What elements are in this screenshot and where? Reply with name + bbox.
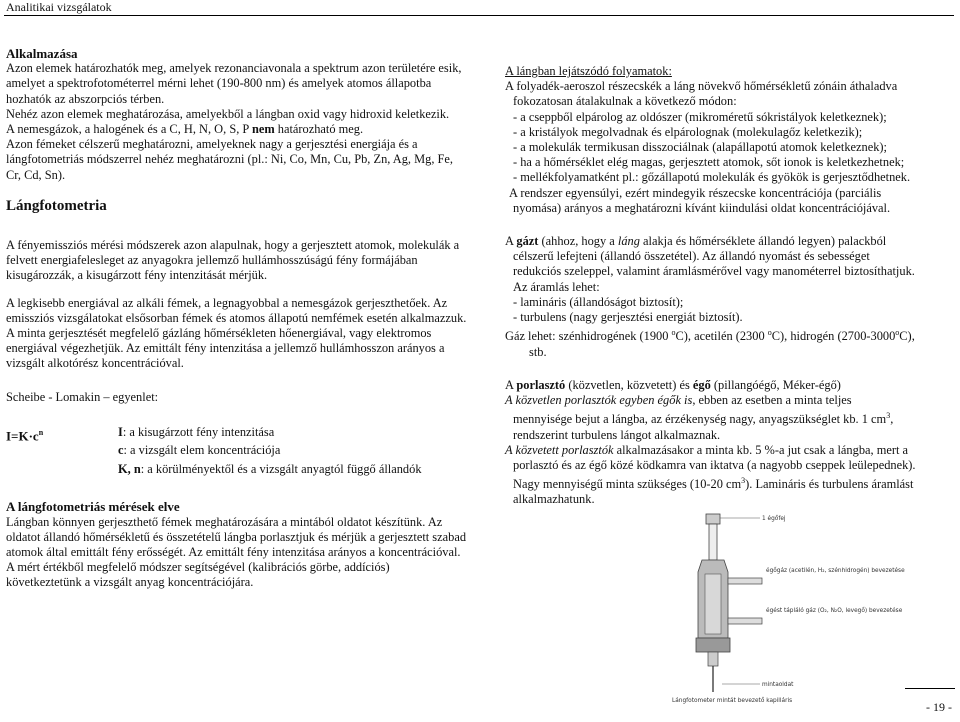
gaz-line7-post: C), [899, 329, 915, 344]
gaz-line1 [505, 234, 955, 249]
burner-inner-shape [705, 574, 721, 634]
def-I-sym: I [118, 424, 123, 439]
label-gas2: égést tápláló gáz (O₂, N₂O, levegő) bevezetése [766, 608, 903, 614]
folyamat-outro1: A rendszer egyensúlyi, ezért mindegyik részecske koncentrációja (parciális [509, 185, 882, 200]
burner-tube-shape [709, 524, 717, 560]
burner-figure [672, 508, 905, 704]
equation-block [6, 425, 468, 478]
porlaszto-line4: rendszerint turbulens lángot alkalmaznak. [513, 427, 721, 442]
folyamat-intro: A folyadék-aeroszol részecskék a láng növekvő hőmérsékletű zónáin áthaladva [505, 79, 898, 94]
folyamat-item-1: - a cseppből elpárolog az oldószer (mikroméretű sókristályok keletkeznek); [513, 109, 887, 124]
gaz-line5: - lamináris (állandóságot biztosít); [513, 294, 684, 309]
def-K-text: : a körülményektől és a vizsgált anyagtól függő állandók [140, 461, 422, 476]
porlaszto-line3 [505, 408, 955, 427]
porl-line2-post: , ebben az esetben a minta teljes [692, 392, 852, 407]
footer-rule [905, 688, 955, 689]
left-column [6, 46, 468, 591]
alkalmazasa-p3 [6, 122, 468, 137]
porlaszto-line1 [505, 378, 955, 393]
gas-inlet-1-shape [728, 578, 762, 584]
gaz-mid2: alakja és hőmérséklete állandó legyen) palackból [639, 234, 887, 249]
gas-inlet-2-shape [728, 618, 762, 624]
page-number: - 19 - [926, 700, 952, 714]
porl-pre: A [505, 377, 517, 392]
folyamat-item-3: - a molekulák termikusan disszociálnak (alapállapotú atomok keletkeznek); [513, 140, 887, 155]
porl-line7-sup: 3 [741, 476, 746, 486]
label-sample: mintaoldat [762, 682, 794, 688]
header-rule [4, 15, 954, 16]
porl-bold1: porlasztó [516, 377, 566, 392]
porl-line7-post: ). Lamináris és turbulens áramlást [745, 477, 914, 492]
porl-line3: mennyisége bejut a lángba, az érzékenység nagy, anyagszükséglet kb. 1 cm [513, 412, 887, 427]
def-I [118, 425, 422, 441]
gaz-line8: stb. [529, 344, 547, 359]
gaz-line6: - turbulens (nagy gerjesztési energiát biztosít). [513, 310, 743, 325]
langfotometria-p1: A fényemissziós mérési módszerek azon alapulnak, hogy a gerjesztett atomok, molekulák a felvett energiafelesleget az anyagokra jellemző hullámhosszúságú fény formájában kisugározzák, a kisugárzott fény intenzitását mérjük. [6, 238, 460, 283]
gaz-line7-mid1: C), acetilén (2300 [675, 329, 768, 344]
deg-1: o [671, 328, 676, 338]
equation-exponent: n [38, 427, 44, 437]
porlaszto-line8: alkalmazhatunk. [513, 492, 595, 507]
porl-line2-italic: A közvetlen porlasztók egyben égők is [505, 392, 693, 407]
p3-pre: A nemesgázok, a halogének és a C, H, N, O, S, P [6, 122, 252, 137]
folyamat-intro2: fokozatosan átalakulnak a következő módon: [513, 94, 737, 109]
scheibe-label: Scheibe - Lomakin – egyenlet: [6, 389, 159, 404]
porlaszto-line2 [505, 393, 955, 408]
burner-drawing [672, 508, 905, 704]
gaz-mid1: (ahhoz, hogy a [538, 234, 618, 249]
figure-caption: Lángfotometer mintát bevezető kapilláris [672, 698, 793, 704]
page-header: Analitikai vizsgálatok [6, 0, 112, 14]
equation-definitions [118, 425, 422, 478]
porlaszto-line6: porlasztó és az égő közé ködkamra van iktatva (a nagyobb cseppek leülepednek). [513, 457, 916, 472]
porlaszto-line5 [505, 443, 955, 458]
def-c [118, 443, 422, 459]
folyamat-item-5: - mellékfolyamatként pl.: gőzállapotú molekulák és gyökök is gerjesztődhetnek. [513, 170, 911, 185]
equation [6, 425, 118, 478]
deg-2: o [767, 328, 772, 338]
gaz-italic: láng [617, 234, 640, 249]
porl-mid1: (közvetlen, közvetett) és [565, 377, 693, 392]
folyamat-item-4: - ha a hőmérséklet elég magas, gerjesztett atomok, sőt ionok is keletkezhetnek; [513, 155, 905, 170]
porlaszto-line7 [505, 473, 955, 492]
gaz-line7-mid2: C), hidrogén (2700-3000 [771, 329, 896, 344]
label-fuel: 1 égőfej [762, 516, 786, 522]
gaz-bold: gázt [516, 234, 539, 249]
right-column [505, 64, 955, 508]
def-I-text: : a kisugárzott fény intenzitása [122, 424, 275, 439]
meres-elve-heading: A lángfotometriás mérések elve [6, 499, 180, 515]
gaz-line7 [505, 325, 955, 344]
porl-line5-post: alkalmazásakor a minta kb. 5 %-a jut csak a lángba, mert a [613, 442, 909, 457]
folyamat-outro2: nyomása) arányos a meghatározni kívánt kiindulási oldat koncentrációjával. [513, 200, 891, 215]
p3-bold: nem [251, 122, 275, 137]
p3-post: határozható meg. [274, 122, 364, 137]
porl-line5-italic: A közvetett porlasztók [505, 442, 614, 457]
gaz-line2: célszerű lefejteni (állandó összetétel). Az állandó nyomást és sebességet [513, 249, 870, 264]
alkalmazasa-p4: Azon fémeket célszerű meghatározni, amelyeknek nagy a gerjesztési energiája és a lángfotometriás módszerrel nehéz meghatározni (pl.: Ni, Co, Mn, Cu, Pb, Zn, Ag, Mg, Fe, Cr, Cd, Sn). [6, 137, 454, 182]
def-K [118, 462, 422, 478]
label-gas1: égőgáz (acetilén, H₂, szénhidrogén) bevezetése [766, 568, 905, 574]
folyamat-heading: A lángban lejátszódó folyamatok: [505, 64, 672, 78]
langfotometria-heading: Lángfotometria [6, 197, 107, 214]
langfotometria-p2: A legkisebb energiával az alkáli fémek, a legnagyobbal a nemesgázok gerjeszthetőek. Az emissziós vizsgálatokat elsősorban fémek és atomos állapotú nemfémek esetén alkalmazzuk. A minta gerjesztését megfelelő gázláng hőmérsékleten hőenergiával, vagy elektromos energiával végezhetjük. Az emittált fény intenzitása a jellemző hullámhosszon arányos a vizsgált alkotórész koncentrációval. [6, 295, 467, 371]
meres-elve-p1: Lángban könnyen gerjeszthető fémek meghatározására a mintából oldatot készítünk. Az oldatot állandó hőmérsékletű és összetételű lángba porlasztjuk és mérjük a gerjesztett szabad atomok által emittált fény erősségét. Az emittált fény intenzitása arányos a koncentrációval. [6, 514, 467, 559]
def-c-sym: c [118, 443, 124, 458]
gaz-pre: A [505, 234, 517, 249]
gaz-line7-pre: Gáz lehet: szénhidrogének (1900 [505, 329, 672, 344]
def-K-sym: K, n [118, 461, 141, 476]
burner-head-shape [706, 514, 720, 524]
porl-line3-post: , [890, 412, 894, 427]
porl-line7: Nagy mennyiségű minta szükséges (10-20 cm [513, 477, 742, 492]
burner-nut-shape [696, 638, 730, 652]
capillary-holder-shape [708, 652, 718, 666]
def-c-text: : a vizsgált elem koncentrációja [123, 443, 281, 458]
porl-line3-sup: 3 [886, 411, 891, 421]
porl-bold2: égő [692, 377, 711, 392]
alkalmazasa-p1: Azon elemek határozhatók meg, amelyek rezonanciavonala a spektrum azon területére esik, amelyet a spektrofotométerrel mérni lehet (190-800 nm) és amelyek atomos állapotba hozhatók az abszorpciós térben. [6, 61, 462, 106]
meres-elve-p2: A mért értékből megfelelő módszer segítségével (kalibrációs görbe, addíciós) következtetünk a vizsgált anyag koncentrációjára. [6, 560, 390, 590]
alkalmazasa-heading: Alkalmazása [6, 46, 78, 61]
porl-mid2: (pillangóégő, Méker-égő) [710, 377, 841, 392]
folyamat-item-2: - a kristályok megolvadnak és elpárolognak (molekulagőz keletkezik); [513, 124, 863, 139]
gaz-line4: Az áramlás lehet: [513, 279, 600, 294]
gaz-line3: redukciós szeleppel, valamint áramlásmérővel vagy manométerrel biztosíthatjuk. [513, 264, 915, 279]
alkalmazasa-p2: Nehéz azon elemek meghatározása, amelyekből a lángban oxid vagy hidroxid keletkezik. [6, 106, 450, 121]
equation-main: I=K·c [6, 428, 39, 444]
deg-3: o [895, 328, 900, 338]
